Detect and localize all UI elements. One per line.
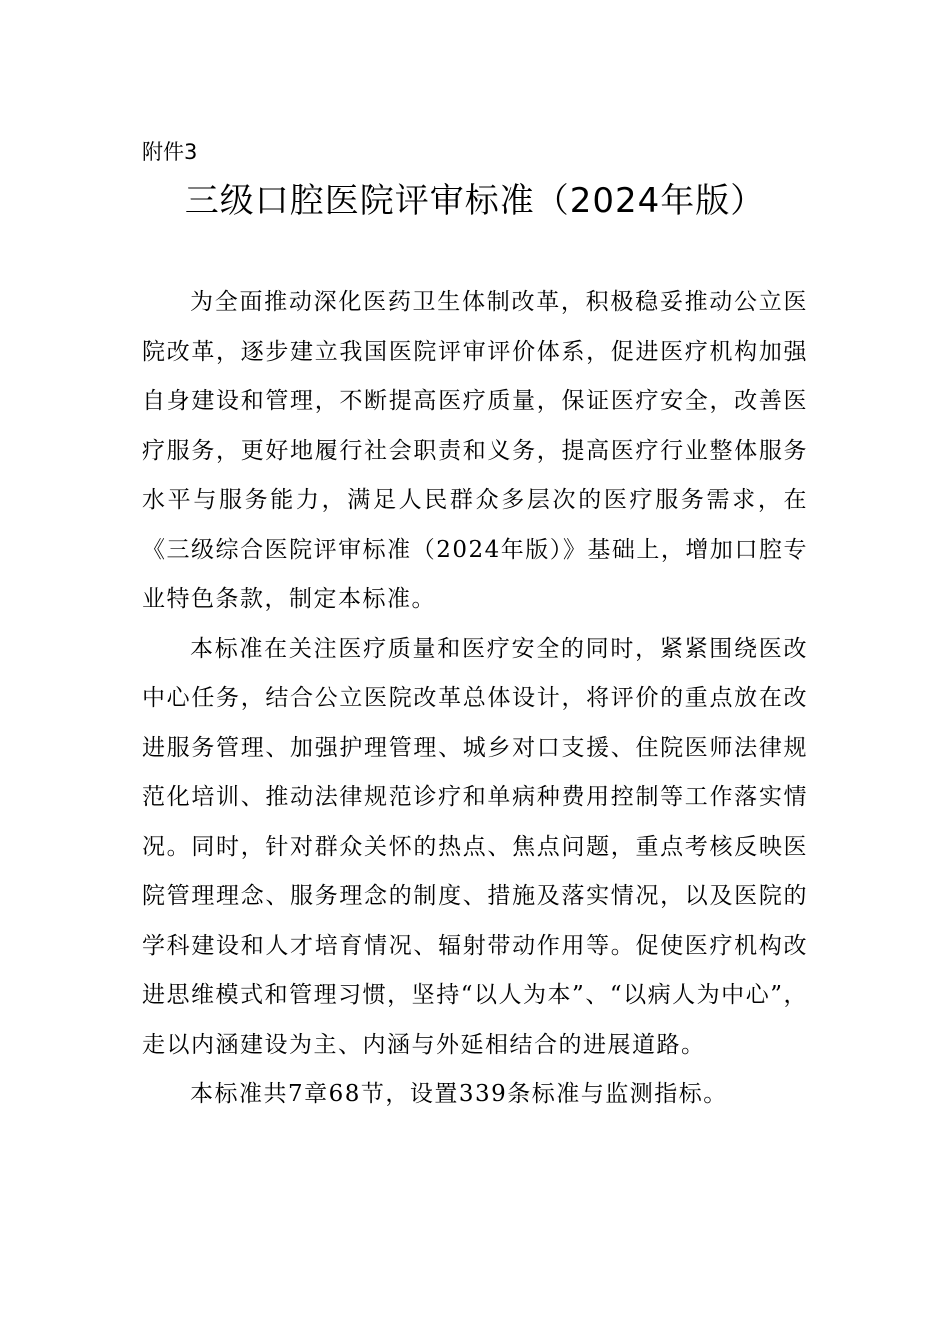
paragraph-purpose: 为全面推动深化医药卫生体制改革，积极稳妥推动公立医院改革，逐步建立我国医院评审评价体系，促进医疗机构加强自身建设和管理，不断提高医疗质量，保证医疗安全，改善医疗服务，更好地履行社会职责和义务，提高医疗行业整体服务水平与服务能力，满足人民群众多层次的医疗服务需求，在《三级综合医院评审标准（2024年版）》基础上，增加口腔专业特色条款，制定本标准。 <box>142 289 808 612</box>
attachment-label: 附件3 <box>142 140 198 164</box>
document-body <box>142 278 808 1120</box>
document-title: 三级口腔医院评审标准（2024年版） <box>184 181 766 221</box>
paragraph-structure: 本标准共7章68节，设置339条标准与监测指标。 <box>190 1081 728 1107</box>
paragraph-focus: 本标准在关注医疗质量和医疗安全的同时，紧紧围绕医改中心任务，结合公立医院改革总体设计，将评价的重点放在改进服务管理、加强护理管理、城乡对口支援、住院医师法律规范化培训、推动法律规范诊疗和单病种费用控制等工作落实情况。同时，针对群众关怀的热点、焦点问题，重点考核反映医院管理理念、服务理念的制度、措施及落实情况，以及医院的学科建设和人才培育情况、辐射带动作用等。促使医疗机构改进思维模式和管理习惯，坚持“以人为本”、“以病人为中心”，走以内涵建设为主、内涵与外延相结合的进展道路。 <box>142 635 808 1058</box>
